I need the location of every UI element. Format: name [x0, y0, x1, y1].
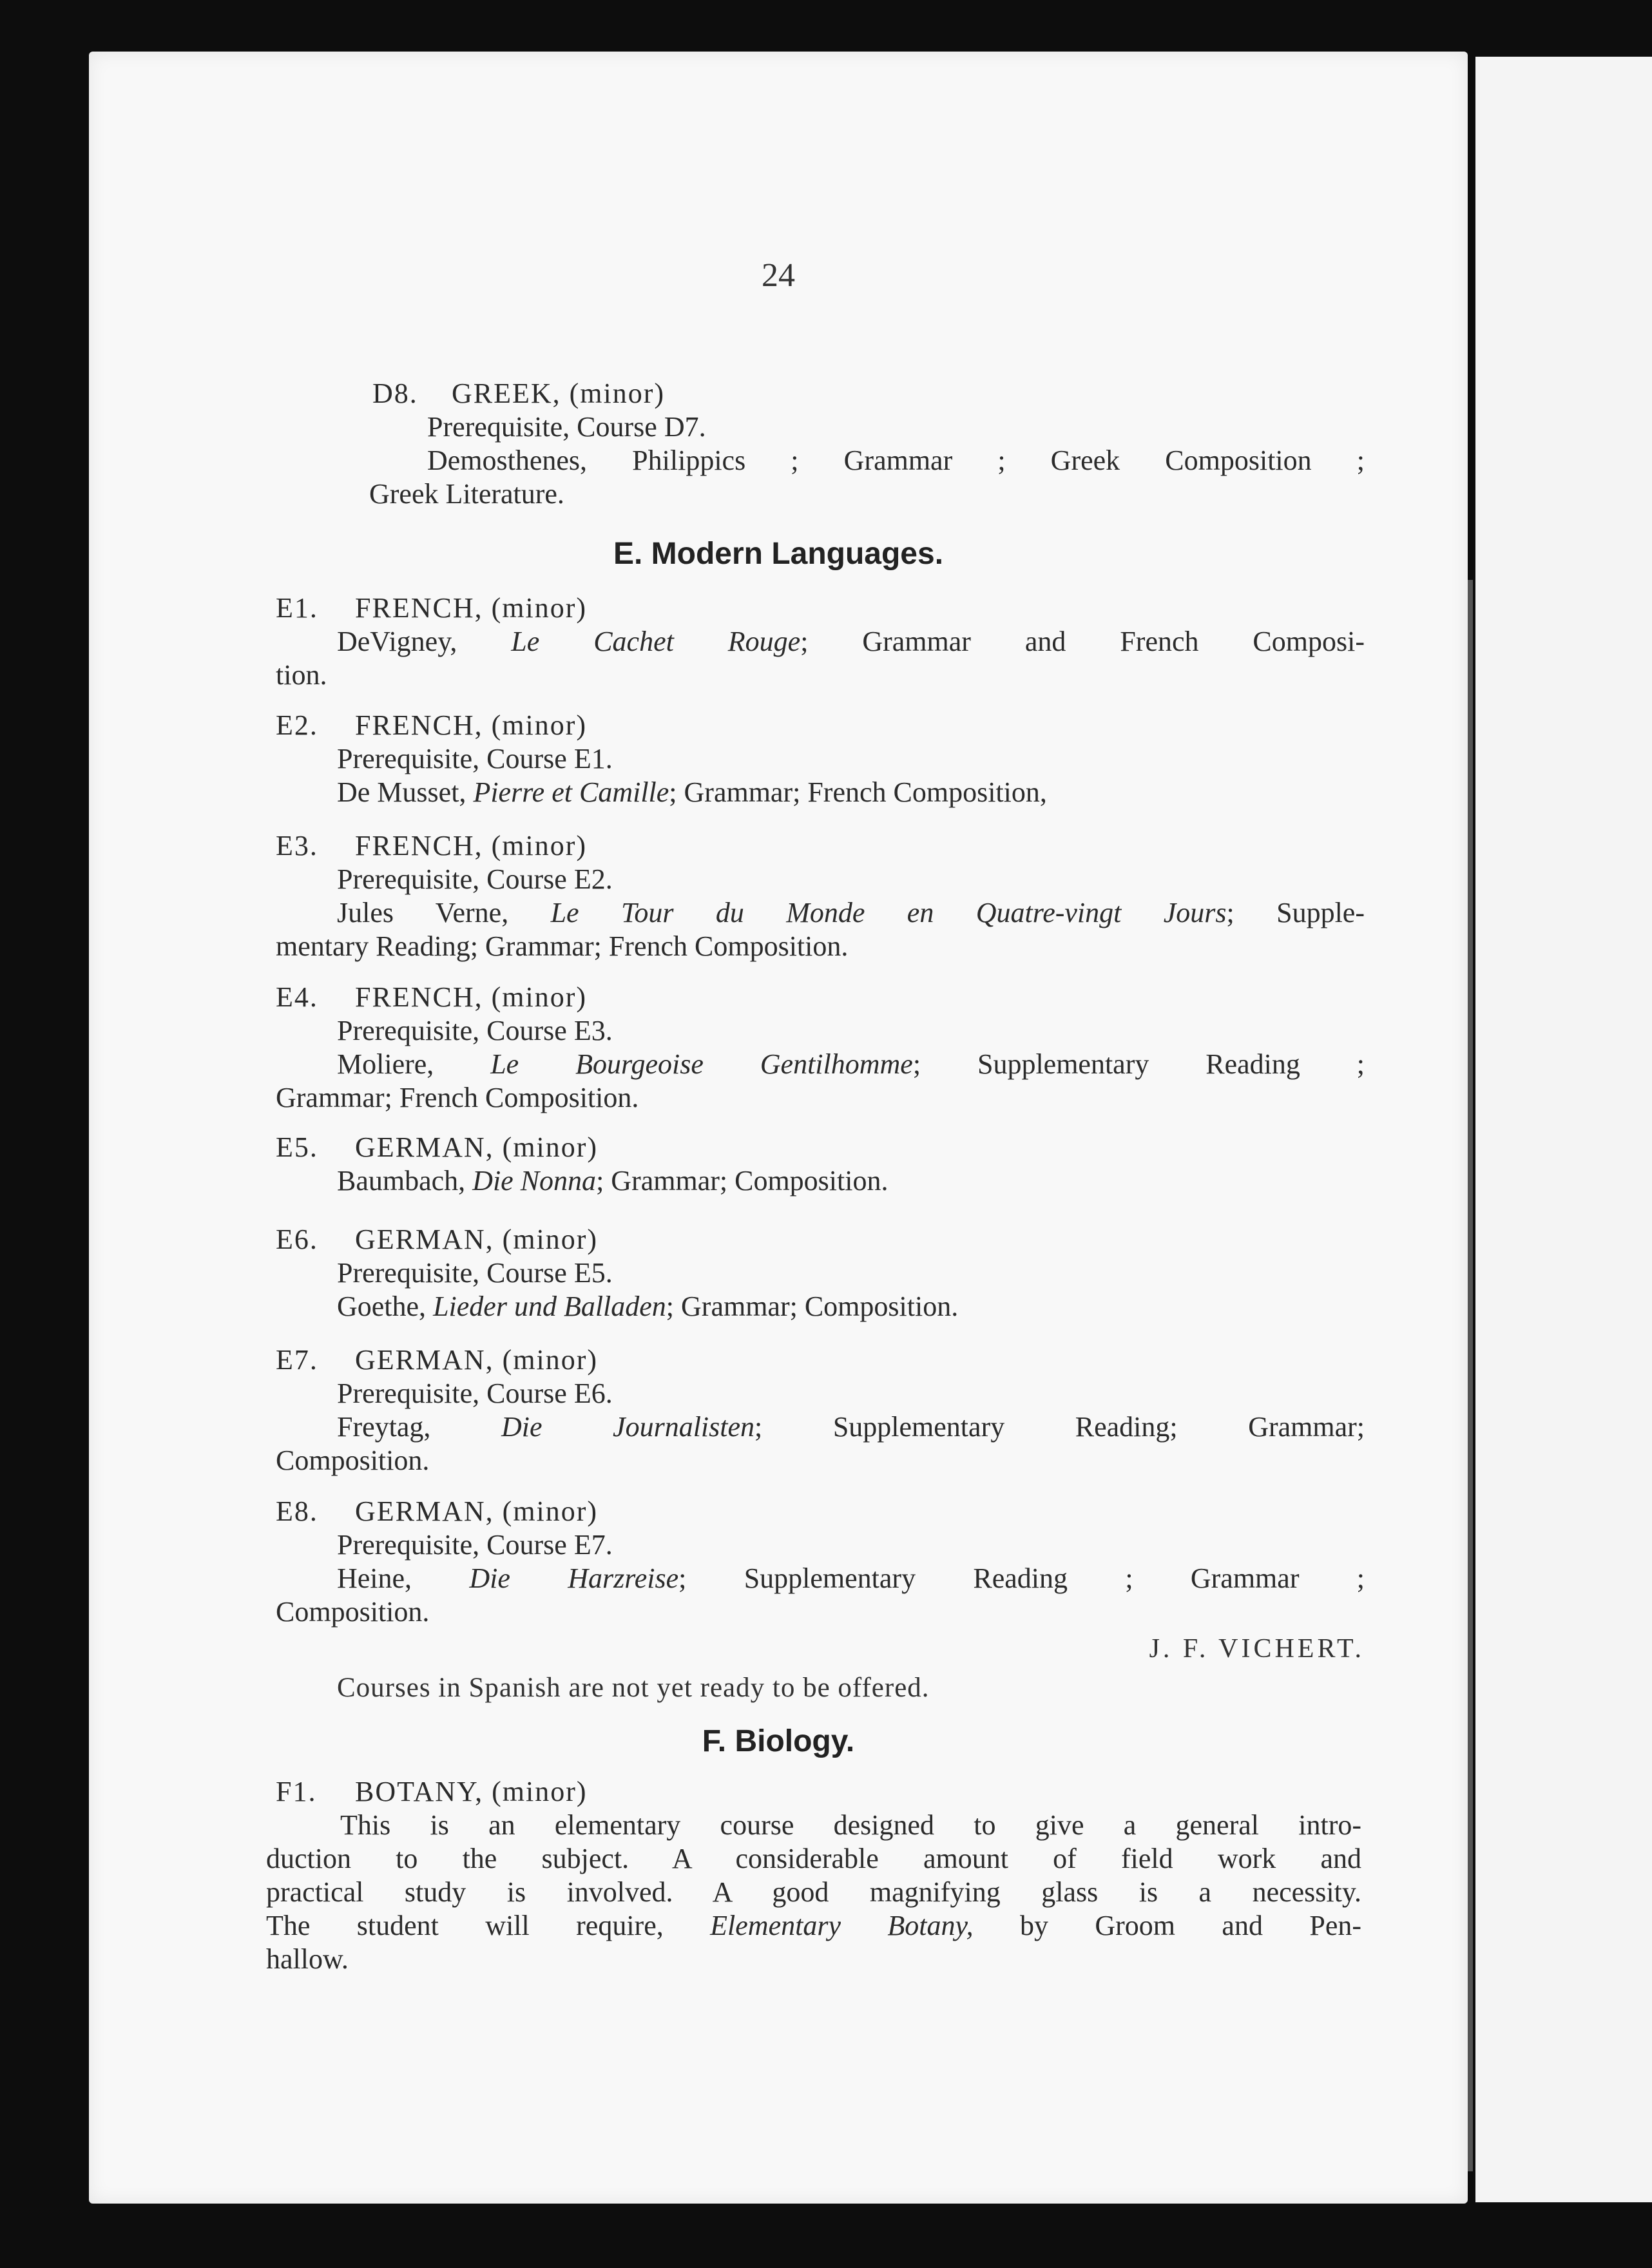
course-e1 [276, 591, 1365, 692]
course-e5 [276, 1131, 1365, 1198]
course-code: D8. [372, 378, 418, 409]
course-author: Freytag, [337, 1411, 431, 1443]
course-description: This is an elementary course designed to give a general intro- [340, 1809, 1361, 1841]
course-work-title: Le Tour du Monde en Quatre-vingt Jours [550, 897, 1227, 928]
course-work-title: Pierre et Camille [473, 776, 669, 808]
course-author: Baumbach, [337, 1165, 466, 1196]
course-description-cont [266, 1909, 1361, 1943]
course-description: Demosthenes, Philippics ; Grammar ; Greek Composition ; [427, 445, 1365, 476]
course-description-rest: ; Grammar and French Composi- [800, 626, 1365, 657]
course-title: GREEK, (minor) [452, 378, 666, 409]
course-author: De Musset, [337, 776, 466, 808]
course-description [276, 776, 1365, 809]
course-code: E7. [276, 1344, 318, 1376]
course-description [276, 1164, 1365, 1198]
course-description-rest: ; Supplementary Reading ; [912, 1048, 1365, 1080]
course-code: E4. [276, 981, 318, 1013]
course-title: GERMAN, (minor) [355, 1495, 599, 1527]
course-prerequisite: Prerequisite, Course E6. [337, 1378, 613, 1409]
course-description-cont: tion. [276, 659, 327, 691]
course-heading [266, 1775, 1361, 1809]
course-description-cont: Grammar; French Composition. [276, 1082, 639, 1113]
course-author: Jules Verne, [337, 897, 509, 928]
course-heading [276, 377, 1365, 410]
course-code: E1. [276, 592, 318, 624]
section-heading-modern-languages: E. Modern Languages. [613, 537, 944, 571]
course-title: GERMAN, (minor) [355, 1224, 599, 1255]
course-work-title: Le Cachet Rouge [511, 626, 801, 657]
course-description-cont: Greek Literature. [369, 478, 564, 510]
course-description-rest: ; Supplementary Reading; Grammar; [754, 1411, 1365, 1443]
course-work-title: Elementary Botany, [710, 1910, 974, 1941]
course-e3 [276, 829, 1365, 963]
course-description-cont: mentary Reading; Grammar; French Composition. [276, 930, 849, 962]
course-description [276, 1048, 1365, 1081]
course-prerequisite: Prerequisite, Course E1. [337, 743, 613, 774]
course-author: Heine, [337, 1562, 412, 1594]
course-description-cont: hallow. [266, 1943, 349, 1975]
course-description [276, 1410, 1365, 1444]
course-description-cont: duction to the subject. A considerable amount of field work and [266, 1843, 1361, 1874]
document-page [89, 52, 1468, 2204]
course-description [276, 1562, 1365, 1595]
course-prerequisite: Prerequisite, Course E5. [337, 1257, 613, 1289]
course-description-rest: ; Supplementary Reading ; Grammar ; [678, 1562, 1365, 1594]
spanish-note: Courses in Spanish are not yet ready to be offered. [337, 1673, 930, 1703]
course-e2 [276, 709, 1365, 809]
course-description [276, 896, 1365, 930]
course-code: E2. [276, 709, 318, 741]
course-heading [276, 1495, 1365, 1528]
course-description-cont: Composition. [276, 1445, 430, 1476]
course-prerequisite: Prerequisite, Course E2. [337, 863, 613, 895]
course-title: GERMAN, (minor) [355, 1344, 599, 1376]
course-f1 [266, 1775, 1361, 1976]
course-prerequisite: Prerequisite, Course E3. [337, 1015, 613, 1046]
course-description-text: The student will require, [266, 1910, 664, 1941]
course-heading [276, 709, 1365, 742]
course-work-title: Die Nonna [472, 1165, 597, 1196]
course-e6 [276, 1223, 1365, 1323]
course-description [276, 1290, 1365, 1323]
course-description-rest: ; Supple- [1226, 897, 1365, 928]
course-work-title: Die Harzreise [469, 1562, 679, 1594]
course-heading [276, 591, 1365, 625]
course-e8 [276, 1495, 1365, 1629]
course-code: E8. [276, 1495, 318, 1527]
section-heading-biology: F. Biology. [702, 1724, 855, 1758]
course-author: Moliere, [337, 1048, 434, 1080]
page-number: 24 [762, 257, 795, 294]
course-work-title: Lieder und Balladen [433, 1291, 666, 1322]
course-title: BOTANY, (minor) [355, 1776, 588, 1807]
course-heading [276, 981, 1365, 1014]
course-prerequisite: Prerequisite, Course D7. [427, 411, 706, 443]
course-description [276, 625, 1365, 658]
course-title: FRENCH, (minor) [355, 981, 587, 1013]
course-e4 [276, 981, 1365, 1115]
course-e7 [276, 1343, 1365, 1477]
course-code: E5. [276, 1131, 318, 1163]
course-heading [276, 1223, 1365, 1256]
course-title: FRENCH, (minor) [355, 709, 587, 741]
course-code: E3. [276, 830, 318, 861]
course-work-title: Die Journalisten [501, 1411, 755, 1443]
course-d8 [276, 377, 1365, 511]
course-description-cont: Composition. [276, 1596, 430, 1628]
course-work-title: Le Bourgeoise Gentilhomme [490, 1048, 913, 1080]
course-heading [276, 1343, 1365, 1377]
course-description-rest: ; Grammar; Composition. [596, 1165, 888, 1196]
course-author: Goethe, [337, 1291, 427, 1322]
page-content [89, 52, 1468, 2204]
course-description-text: by Groom and Pen- [1019, 1910, 1362, 1941]
course-heading [276, 1131, 1365, 1164]
course-code: F1. [276, 1776, 317, 1807]
adjacent-page [1475, 57, 1652, 2202]
course-author: DeVigney, [337, 626, 457, 657]
course-description-rest: ; Grammar; French Composition, [669, 776, 1047, 808]
course-title: GERMAN, (minor) [355, 1131, 599, 1163]
course-title: FRENCH, (minor) [355, 830, 587, 861]
course-heading [276, 829, 1365, 863]
course-title: FRENCH, (minor) [355, 592, 587, 624]
course-description-cont: practical study is involved. A good magnifying glass is a necessity. [266, 1876, 1361, 1908]
course-description-rest: ; Grammar; Composition. [666, 1291, 959, 1322]
course-code: E6. [276, 1224, 318, 1255]
course-prerequisite: Prerequisite, Course E7. [337, 1529, 613, 1561]
signature: J. F. VICHERT. [1149, 1634, 1365, 1664]
